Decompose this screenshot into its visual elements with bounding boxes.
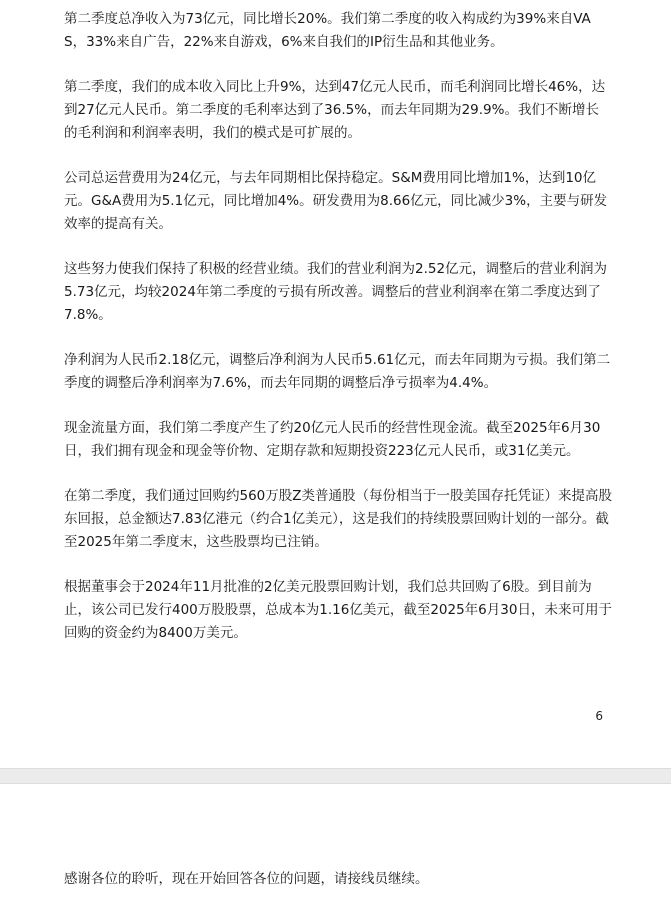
paragraph-repurchase-program: 根据董事会于2024年11月批准的2亿美元股票回购计划，我们总共回购了6股。到目前为止，该公司已发行400万股股票，总成本为1.16亿美元，截至2025年6月30日，未来可用于回购的资金约为8400万美元。 [64,579,612,641]
paragraph-share-buyback: 在第二季度，我们通过回购约560万股Z类普通股（每份相当于一股美国存托凭证）来提高股东回报，总金额达7.83亿港元（约合1亿美元），这是我们的持续股票回购计划的一部分。截至2025年第二季度末，这些股票均已注销。 [64,488,613,550]
page-body [64,8,612,667]
paragraph-operating-expenses: 公司总运营费用为24亿元，与去年同期相比保持稳定。S&M费用同比增加1%，达到10亿元。G&A费用为5.1亿元，同比增加4%。研发费用为8.66亿元，同比减少3%，主要与研发效率的提高有关。 [64,170,608,232]
paragraph-cash-flow: 现金流量方面，我们第二季度产生了约20亿元人民币的经营性现金流。截至2025年6月30日，我们拥有现金和现金等价物、定期存款和短期投资223亿元人民币，或31亿美元。 [64,420,601,459]
page-number: 6 [595,709,603,723]
paragraph-gross-profit: 第二季度，我们的成本收入同比上升9%，达到47亿元人民币，而毛利润同比增长46%，达到27亿元人民币。第二季度的毛利率达到了36.5%，而去年同期为29.9%。我们不断增长的毛利润和利润率表明，我们的模式是可扩展的。 [64,79,606,141]
paragraph-net-profit: 净利润为人民币2.18亿元，调整后净利润为人民币5.61亿元，而去年同期为亏损。我们第二季度的调整后净利润率为7.6%，而去年同期的调整后净亏损率为4.4%。 [64,352,611,391]
paragraph-operating-profit: 这些努力使我们保持了积极的经营业绩。我们的营业利润为2.52亿元，调整后的营业利润为5.73亿元，均较2024年第二季度的亏损有所改善。调整后的营业利润率在第二季度达到了7.8%。 [64,261,608,323]
paragraph-revenue: 第二季度总净收入为73亿元，同比增长20%。我们第二季度的收入构成约为39%来自VAS，33%来自广告，22%来自游戏，6%来自我们的IP衍生品和其他业务。 [64,11,591,50]
page-separator [0,768,671,784]
document-page-7 [0,784,671,904]
paragraph-closing: 感谢各位的聆听，现在开始回答各位的问题，请接线员继续。 [64,871,429,887]
